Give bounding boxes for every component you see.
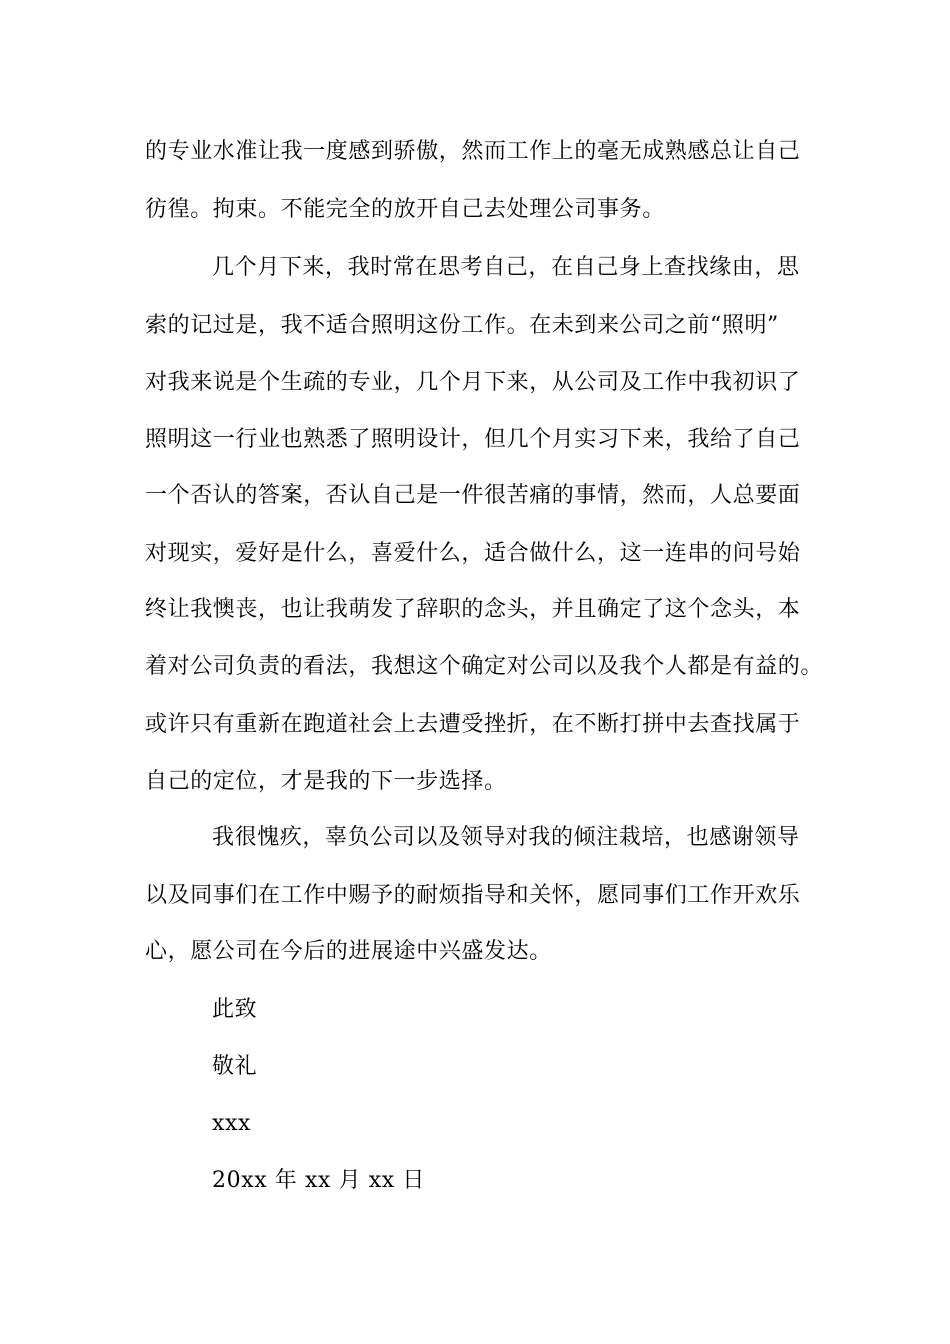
closing-regards: 敬礼 bbox=[212, 1054, 258, 1079]
closing-signature: xxx bbox=[212, 1111, 252, 1136]
paragraph-2-line-7: 终让我懊丧，也让我萌发了辞职的念头，并且确定了这个念头，本 bbox=[145, 597, 801, 622]
paragraph-2-line-3: 对我来说是个生疏的专业，几个月下来，从公司及工作中我初识了 bbox=[145, 370, 801, 395]
paragraph-3-line-2: 以及同事们在工作中赐予的耐烦指导和关怀，愿同事们工作开欢乐 bbox=[145, 883, 801, 908]
paragraph-2-line-2: 索的记过是，我不适合照明这份工作。在未到来公司之前“照明” bbox=[145, 313, 779, 338]
paragraph-2-line-8: 着对公司负责的看法，我想这个确定对公司以及我个人都是有益的。 bbox=[145, 654, 824, 679]
paragraph-2-line-9: 或许只有重新在跑道社会上去遭受挫折，在不断打拼中去查找属于 bbox=[145, 712, 801, 737]
paragraph-3-line-3: 心，愿公司在今后的进展途中兴盛发达。 bbox=[145, 939, 552, 964]
closing-date: 20xx 年 xx 月 xx 日 bbox=[212, 1168, 426, 1193]
paragraph-2-line-10: 自己的定位，才是我的下一步选择。 bbox=[145, 769, 507, 794]
paragraph-1-line-2: 彷徨。拘束。不能完全的放开自己去处理公司事务。 bbox=[145, 197, 665, 222]
paragraph-2-line-1: 几个月下来，我时常在思考自己，在自己身上查找缘由，思 bbox=[212, 255, 800, 280]
paragraph-2-line-4: 照明这一行业也熟悉了照明设计，但几个月实习下来，我给了自己 bbox=[145, 427, 801, 452]
paragraph-2-line-6: 对现实，爱好是什么，喜爱什么，适合做什么，这一连串的问号始 bbox=[145, 541, 801, 566]
paragraph-3-line-1: 我很愧疚，辜负公司以及领导对我的倾注栽培，也感谢领导 bbox=[212, 825, 800, 850]
paragraph-2-line-5: 一个否认的答案，否认自己是一件很苦痛的事情，然而，人总要面 bbox=[145, 483, 801, 508]
paragraph-1-line-1: 的专业水准让我一度感到骄傲，然而工作上的毫无成熟感总让自己 bbox=[145, 139, 801, 164]
closing-salutation: 此致 bbox=[212, 997, 258, 1022]
